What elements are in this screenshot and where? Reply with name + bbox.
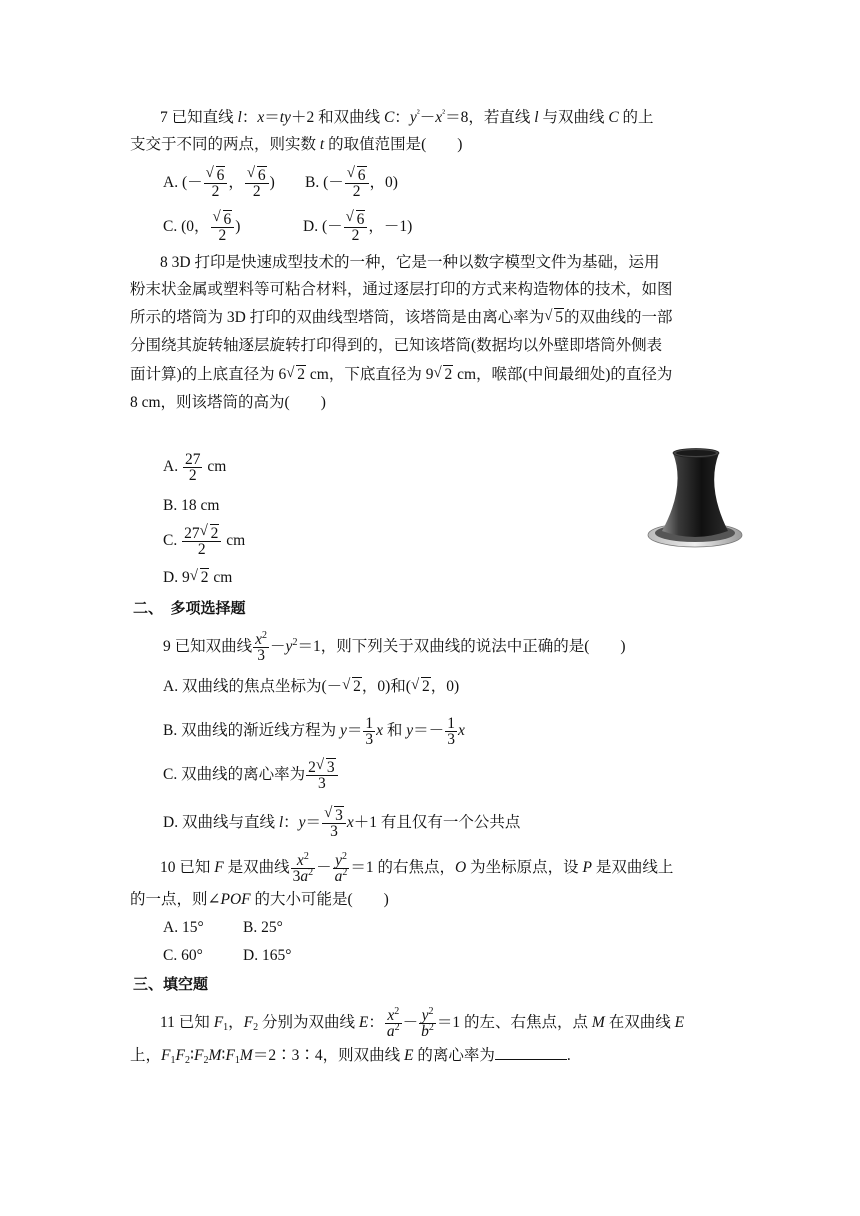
q11-line2: 上，$F_1F_2∶F_2M∶F_1M=2∶3∶4$，则双曲线 E 的离心率为 . — [130, 1047, 571, 1066]
answer-blank[interactable] — [495, 1045, 567, 1060]
section-fill-in-heading: 三、填空题 — [133, 975, 209, 993]
q9-option-c: C. 双曲线的离心率为 $\frac{2√ 3}{3}$ — [163, 760, 339, 791]
hyperbolic-tower-figure — [646, 447, 744, 553]
q8-line3: 所示的塔筒为 3D 打印的双曲线型塔筒，该塔筒是由离心率为√ 5的双曲线的一部 — [130, 308, 672, 328]
q7-option-a: A. (－ √ $\frac{6}{2}$ ， √ $\frac{6}{2}$ ) — [163, 168, 275, 199]
q9-option-b: B. 双曲线的渐近线方程为 y＝ $\frac{1}{3}$ x 和 y＝－ $\frac{1}{3}$ x — [163, 715, 465, 748]
section-multiple-choice-heading: 二、 多项选择题 — [133, 599, 246, 617]
q8-line6: 8 cm，则该塔筒的高为( ) — [130, 394, 326, 411]
q8-line1: 8 3D 打印是快速成型技术的一种，它是一种以数字模型文件为基础，运用 — [160, 254, 660, 271]
q11-line1: 11 已知 $F_1$，$F_2$ 分别为双曲线 E： $\frac{x^2}{a^2}$ － $\frac{y^2}{b^2}$ ＝1 的左、右焦点，点 M 在双曲线 E — [160, 1006, 685, 1040]
q7-line1: 7 已知直线 l：x＝ty＋2 和双曲线 C：$y^{^2}-x^{^2}=8$，若直线 l 与双曲线 C 的上 — [160, 108, 654, 126]
q10-option-a: A. 15° — [163, 919, 204, 936]
q9-option-d: D. 双曲线与直线 l：y＝ √ $\frac{3}{3}$ x＋1 有且仅有一个公共点 — [163, 808, 520, 839]
q7-option-d: D. (－ √ $\frac{6}{2}$ ，－1) — [303, 212, 412, 243]
q10-line2: 的一点，则∠POF 的大小可能是( ) — [130, 891, 389, 908]
q8-line2: 粉末状金属或塑料等可粘合材料，通过逐层打印的方式来构造物体的技术，如图 — [130, 281, 673, 298]
q8-option-c: C. $\frac{27√ 2}{2}$ cm — [163, 526, 245, 557]
q10-option-b: B. 25° — [243, 919, 283, 936]
q7-line2: 支交于不同的两点，则实数 t 的取值范围是( ) — [130, 136, 463, 153]
q10-option-c: C. 60° — [163, 947, 203, 964]
q10-line1: 10 已知 F 是双曲线 $\frac{x^2}{3a^2}$ － $\frac{y^2}{a^2}$ ＝1 的右焦点，O 为坐标原点，设 P 是双曲线上 — [160, 851, 674, 885]
q8-line4: 分围绕其旋转轴逐层旋转打印得到的，已知该塔筒(数据均以外壁即塔筒外侧表 — [130, 337, 663, 354]
q9-option-a: A. 双曲线的焦点坐标为(－√ 2，0)和(√ 2，0) — [163, 677, 459, 697]
q7-option-c: C. (0， √ $\frac{6}{2}$ ) — [163, 212, 240, 243]
q9-stem: 9 已知双曲线 $\frac{x^2}{3}$ $-y^2=1$，则下列关于双曲线的说法中正确的是( ) — [163, 630, 626, 664]
q7-option-b: B. (－ √ $\frac{6}{2}$ ，0) — [305, 168, 398, 199]
q10-option-d: D. 165° — [243, 947, 292, 964]
q8-option-b: B. 18 cm — [163, 497, 220, 514]
q8-option-a: A. $\frac{27}{2}$ cm — [163, 451, 227, 484]
q8-line5: 面计算)的上底直径为 6√ 2 cm，下底直径为 9√ 2 cm，喉部(中间最细处)的直径为 — [130, 365, 672, 385]
q8-option-d: D. 9√ 2 cm — [163, 568, 232, 588]
